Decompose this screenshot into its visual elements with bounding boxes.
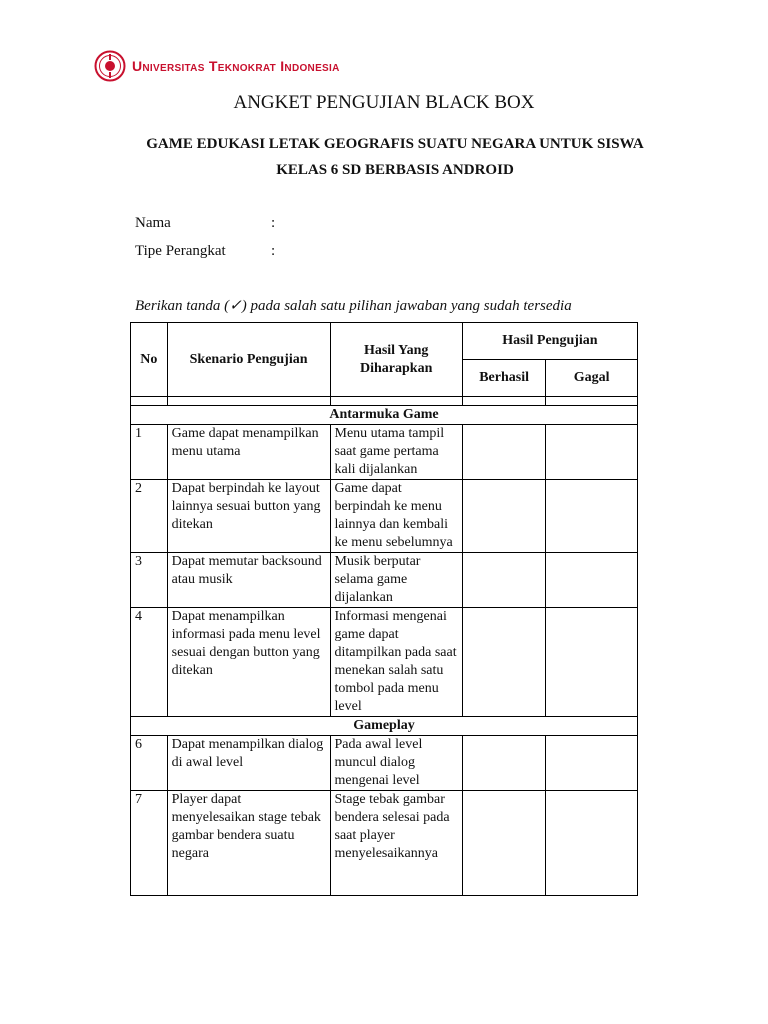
header-hasil-diharapkan: Hasil Yang Diharapkan (330, 323, 462, 397)
field-nama-colon: : (271, 215, 276, 231)
university-seal-icon (94, 50, 126, 82)
document-subtitle-line2: KELAS 6 SD BERBASIS ANDROID (276, 162, 514, 178)
section-row (131, 406, 638, 425)
row-number: 6 (131, 736, 168, 791)
test-table (130, 322, 638, 896)
spacer-row (131, 397, 638, 406)
row-skenario: Dapat memutar backsound atau musik (167, 553, 330, 608)
row-hasil-diharapkan: Musik berputar selama game dijalankan (330, 553, 462, 608)
section-title: Gameplay (131, 717, 638, 736)
row-hasil-diharapkan: Game dapat berpindah ke menu lainnya dan kembali ke menu sebelumnya (330, 480, 462, 553)
row-number: 1 (131, 425, 168, 480)
row-berhasil-cell[interactable] (462, 736, 545, 791)
spacer-cell (462, 397, 545, 406)
table-row (131, 791, 638, 896)
row-skenario: Game dapat menampilkan menu utama (167, 425, 330, 480)
spacer-cell (131, 397, 168, 406)
table-row (131, 425, 638, 480)
field-tipe-perangkat-colon: : (271, 243, 276, 259)
field-tipe-perangkat (135, 243, 276, 260)
table-row (131, 608, 638, 717)
document-title: ANGKET PENGUJIAN BLACK BOX (233, 92, 535, 113)
document-subtitle-line1: GAME EDUKASI LETAK GEOGRAFIS SUATU NEGARA UNTUK SISWA (146, 136, 644, 152)
row-number: 4 (131, 608, 168, 717)
row-hasil-diharapkan: Menu utama tampil saat game pertama kali dijalankan (330, 425, 462, 480)
row-berhasil-cell[interactable] (462, 480, 545, 553)
row-number: 2 (131, 480, 168, 553)
row-skenario: Dapat menampilkan dialog di awal level (167, 736, 330, 791)
spacer-cell (546, 397, 638, 406)
row-berhasil-cell[interactable] (462, 791, 545, 896)
header-no: No (131, 323, 168, 397)
row-gagal-cell[interactable] (546, 425, 638, 480)
header-hasil-pengujian: Hasil Pengujian (462, 323, 637, 360)
row-skenario: Player dapat menyelesaikan stage tebak gambar bendera suatu negara (167, 791, 330, 896)
spacer-cell (330, 397, 462, 406)
field-nama (135, 215, 276, 232)
table-row (131, 553, 638, 608)
header-gagal: Gagal (546, 360, 638, 397)
row-gagal-cell[interactable] (546, 608, 638, 717)
header-berhasil: Berhasil (462, 360, 545, 397)
row-berhasil-cell[interactable] (462, 553, 545, 608)
row-skenario: Dapat menampilkan informasi pada menu level sesuai dengan button yang ditekan (167, 608, 330, 717)
university-header (94, 50, 340, 82)
row-number: 7 (131, 791, 168, 896)
row-skenario: Dapat berpindah ke layout lainnya sesuai button yang ditekan (167, 480, 330, 553)
row-gagal-cell[interactable] (546, 791, 638, 896)
row-gagal-cell[interactable] (546, 480, 638, 553)
row-number: 3 (131, 553, 168, 608)
table-body (131, 397, 638, 896)
header-skenario: Skenario Pengujian (167, 323, 330, 397)
field-tipe-perangkat-label: Tipe Perangkat (135, 243, 226, 259)
instruction-text: Berikan tanda (✓) pada salah satu pilihan jawaban yang sudah tersedia (135, 298, 572, 314)
table-row (131, 736, 638, 791)
table-row (131, 480, 638, 553)
field-nama-label: Nama (135, 215, 171, 231)
row-gagal-cell[interactable] (546, 553, 638, 608)
row-hasil-diharapkan: Informasi mengenai game dapat ditampilkan pada saat menekan salah satu tombol pada menu level (330, 608, 462, 717)
section-title: Antarmuka Game (131, 406, 638, 425)
row-hasil-diharapkan: Stage tebak gambar bendera selesai pada saat player menyelesaikannya (330, 791, 462, 896)
section-row (131, 717, 638, 736)
row-berhasil-cell[interactable] (462, 425, 545, 480)
university-name: Universitas Teknokrat Indonesia (132, 58, 340, 74)
row-berhasil-cell[interactable] (462, 608, 545, 717)
row-hasil-diharapkan: Pada awal level muncul dialog mengenai level (330, 736, 462, 791)
spacer-cell (167, 397, 330, 406)
row-gagal-cell[interactable] (546, 736, 638, 791)
